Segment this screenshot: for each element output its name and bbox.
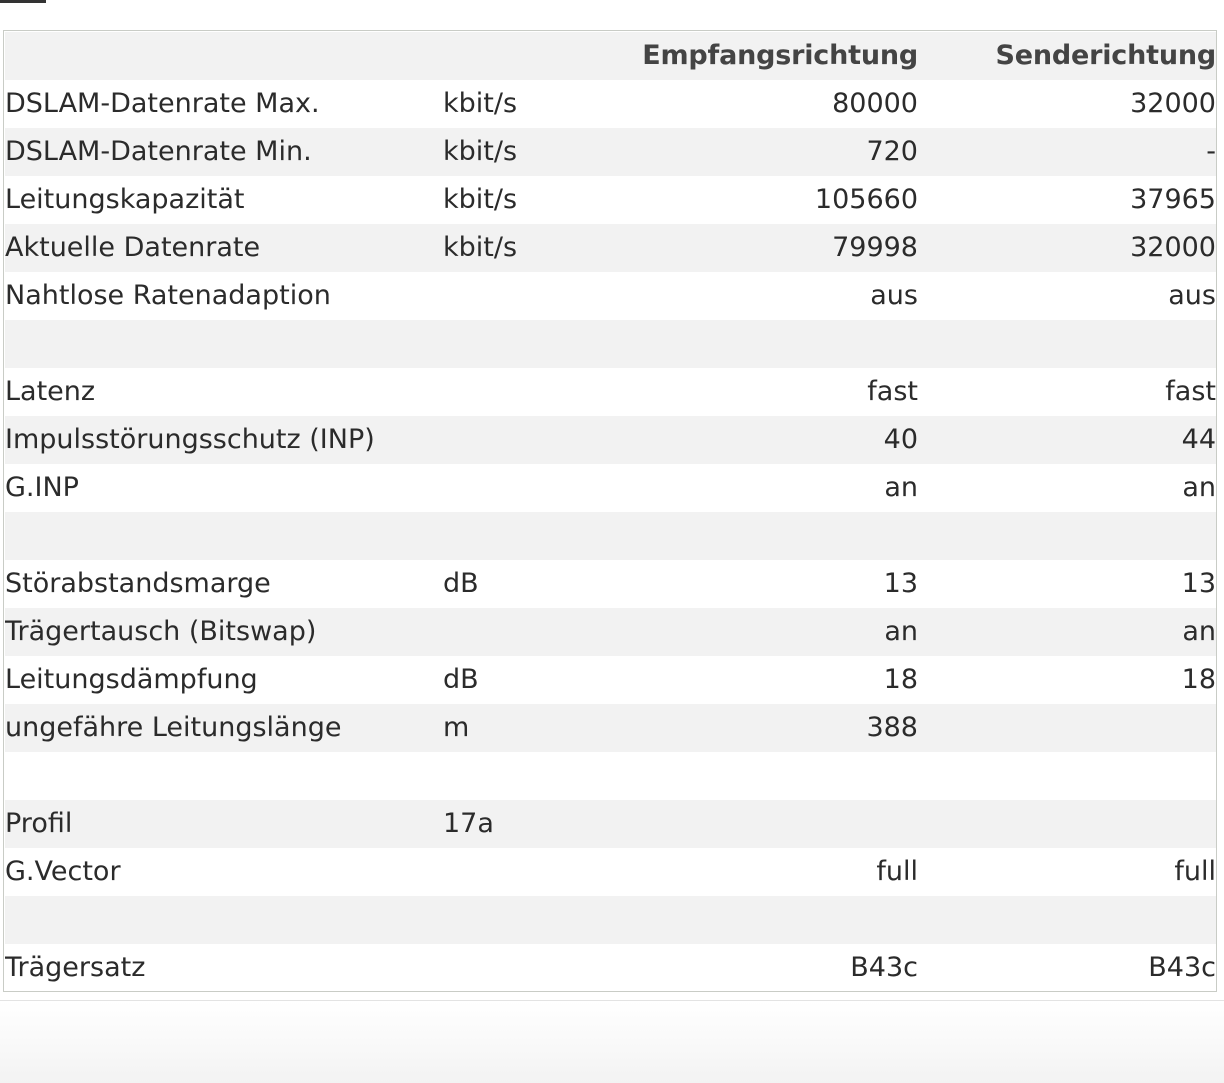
table-row: [5, 656, 1216, 704]
row-label: Trägersatz: [5, 952, 146, 983]
row-label: DSLAM-Datenrate Min.: [5, 128, 443, 176]
row-label: Aktuelle Datenrate: [5, 224, 443, 272]
row-upstream-value: [918, 320, 1216, 368]
row-unit: [443, 368, 593, 416]
row-upstream-value: fast: [1165, 376, 1216, 407]
row-label: [5, 320, 443, 368]
table-row: [5, 416, 1216, 464]
row-downstream-value: [593, 512, 918, 560]
row-downstream-value: 105660: [814, 184, 918, 215]
row-label: Profil: [5, 800, 443, 848]
row-upstream-value: [918, 800, 1216, 848]
row-label: DSLAM-Datenrate Max.: [5, 88, 320, 119]
table-row: [5, 704, 1216, 752]
row-unit: [443, 944, 593, 992]
table-row: [5, 848, 1216, 896]
table-row: [5, 176, 1216, 224]
table-row: [5, 368, 1216, 416]
row-downstream-value: [593, 896, 918, 944]
header-unit-column: [443, 32, 593, 80]
table-row: [5, 560, 1216, 608]
row-upstream-value: 13: [1181, 568, 1216, 599]
row-downstream-value: 40: [593, 416, 918, 464]
row-unit: 17a: [443, 800, 593, 848]
row-unit: [443, 608, 593, 656]
row-upstream-value: 32000: [1130, 88, 1216, 119]
row-downstream-value: 80000: [832, 88, 918, 119]
cropped-heading-fragment: [0, 0, 80, 6]
table-header-row: [5, 32, 1216, 80]
row-label: Leitungsdämpfung: [5, 664, 258, 695]
table-spacer-row: [5, 752, 1216, 800]
row-label: Latenz: [5, 376, 96, 407]
table-row: [5, 272, 1216, 320]
row-downstream-value: [593, 800, 918, 848]
row-unit: kbit/s: [443, 128, 593, 176]
row-label: [5, 896, 443, 944]
row-downstream-value: 18: [883, 664, 918, 695]
row-downstream-value: [593, 320, 918, 368]
row-upstream-value: aus: [1168, 280, 1216, 311]
row-downstream-value: 13: [883, 568, 918, 599]
row-unit: kbit/s: [443, 224, 593, 272]
row-unit: [443, 752, 593, 800]
row-upstream-value: full: [1174, 856, 1216, 887]
row-upstream-value: an: [918, 608, 1216, 656]
row-upstream-value: 18: [1181, 664, 1216, 695]
row-downstream-value: 79998: [593, 224, 918, 272]
row-label: Leitungskapazität: [5, 184, 245, 215]
row-downstream-value: aus: [870, 280, 918, 311]
table-row: [5, 800, 1216, 848]
dsl-information-panel: [3, 30, 1217, 992]
row-label: Störabstandsmarge: [5, 568, 271, 599]
row-downstream-value: 720: [593, 128, 918, 176]
row-downstream-value: an: [884, 472, 918, 503]
row-upstream-value: [918, 752, 1216, 800]
row-unit: [443, 512, 593, 560]
row-unit: kbit/s: [443, 184, 518, 215]
row-upstream-value: 32000: [918, 224, 1216, 272]
table-row: [5, 608, 1216, 656]
page-footer-band: [0, 1000, 1224, 1083]
row-unit: dB: [443, 568, 479, 599]
table-row: [5, 224, 1216, 272]
row-label: Trägertausch (Bitswap): [5, 608, 443, 656]
row-upstream-value: -: [918, 128, 1216, 176]
header-downstream: Empfangsrichtung: [593, 32, 918, 80]
row-upstream-value: 44: [918, 416, 1216, 464]
row-label: [5, 512, 443, 560]
row-unit: dB: [443, 664, 479, 695]
row-unit: m: [443, 704, 593, 752]
row-unit: [443, 896, 593, 944]
row-downstream-value: B43c: [850, 952, 918, 983]
row-upstream-value: an: [1182, 472, 1216, 503]
table-spacer-row: [5, 896, 1216, 944]
row-label: Nahtlose Ratenadaption: [5, 280, 331, 311]
row-label: ungefähre Leitungslänge: [5, 704, 443, 752]
row-downstream-value: [593, 752, 918, 800]
row-upstream-value: 37965: [1130, 184, 1216, 215]
row-unit: [443, 848, 593, 896]
row-label: [5, 752, 443, 800]
table-row: [5, 464, 1216, 512]
row-upstream-value: [918, 512, 1216, 560]
header-upstream: Senderichtung: [918, 32, 1216, 80]
row-label: G.Vector: [5, 856, 121, 887]
row-label: G.INP: [5, 472, 79, 503]
row-unit: [443, 464, 593, 512]
row-downstream-value: 388: [593, 704, 918, 752]
row-downstream-value: fast: [867, 376, 918, 407]
row-downstream-value: an: [593, 608, 918, 656]
header-label-column: [5, 32, 443, 80]
dsl-line-table: [5, 32, 1216, 992]
row-label: Impulsstörungsschutz (INP): [5, 416, 443, 464]
table-spacer-row: [5, 320, 1216, 368]
table-row: [5, 80, 1216, 128]
row-upstream-value: [918, 704, 1216, 752]
table-row: [5, 944, 1216, 992]
row-unit: kbit/s: [443, 88, 518, 119]
row-unit: [443, 416, 593, 464]
table-spacer-row: [5, 512, 1216, 560]
table-row: [5, 128, 1216, 176]
row-upstream-value: [918, 896, 1216, 944]
row-unit: [443, 272, 593, 320]
row-unit: [443, 320, 593, 368]
row-upstream-value: B43c: [1148, 952, 1216, 983]
row-downstream-value: full: [876, 856, 918, 887]
